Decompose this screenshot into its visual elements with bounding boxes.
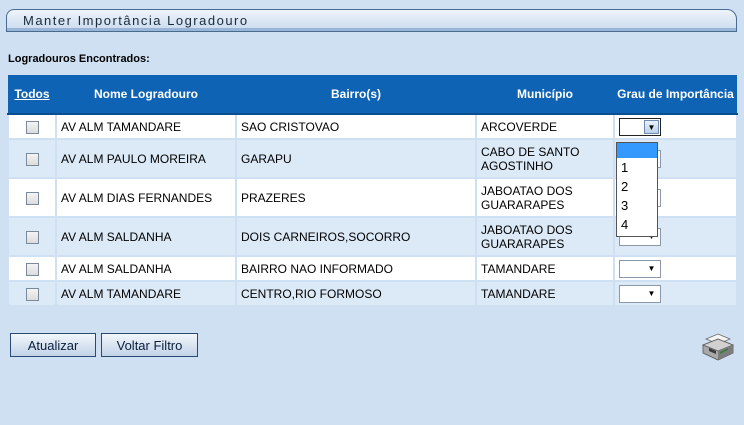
- row-checkbox[interactable]: [26, 263, 39, 276]
- row-checkbox[interactable]: [26, 231, 39, 244]
- section-label: Logradouros Encontrados:: [8, 53, 150, 65]
- row-nome: AV ALM SALDANHA: [56, 256, 236, 281]
- row-bairro: DOIS CARNEIROS,SOCORRO: [236, 217, 476, 256]
- table-row: [8, 114, 737, 139]
- row-nome: AV ALM PAULO MOREIRA: [56, 139, 236, 178]
- row-nome: AV ALM SALDANHA: [56, 217, 236, 256]
- row-checkbox[interactable]: [26, 288, 39, 301]
- row-bairro: CENTRO,RIO FORMOSO: [236, 281, 476, 306]
- row-bairro: PRAZERES: [236, 178, 476, 217]
- voltar-filtro-button[interactable]: Voltar Filtro: [101, 333, 198, 357]
- atualizar-button[interactable]: Atualizar: [10, 333, 96, 357]
- header-bairro: Bairro(s): [236, 75, 476, 114]
- dropdown-option[interactable]: [617, 143, 657, 158]
- chevron-down-icon[interactable]: ▼: [647, 288, 656, 298]
- row-bairro: GARAPU: [236, 139, 476, 178]
- dropdown-option[interactable]: 3: [621, 198, 629, 213]
- row-municipio: TAMANDARE: [476, 256, 614, 281]
- row-checkbox[interactable]: [26, 192, 39, 205]
- grau-select[interactable]: [619, 118, 661, 136]
- grau-select[interactable]: [619, 285, 661, 303]
- dropdown-option[interactable]: 1: [621, 160, 629, 175]
- header-nome: Nome Logradouro: [56, 75, 236, 114]
- table-row: [8, 281, 737, 306]
- header-grau: Grau de Importância: [614, 75, 737, 114]
- printer-icon[interactable]: [700, 333, 736, 363]
- row-bairro: SAO CRISTOVAO: [236, 114, 476, 139]
- grau-dropdown-list: [616, 142, 658, 237]
- row-municipio: TAMANDARE: [476, 281, 614, 306]
- dropdown-option[interactable]: 2: [621, 179, 629, 194]
- row-checkbox[interactable]: [26, 121, 39, 134]
- table-header-row: [8, 75, 737, 114]
- dropdown-option[interactable]: 4: [621, 217, 629, 232]
- table-row: [8, 256, 737, 281]
- window-titlebar: [6, 9, 737, 32]
- row-bairro: BAIRRO NAO INFORMADO: [236, 256, 476, 281]
- row-nome: AV ALM DIAS FERNANDES: [56, 178, 236, 217]
- header-municipio: Município: [476, 75, 614, 114]
- grau-select[interactable]: [619, 260, 661, 278]
- todos-link[interactable]: Todos: [14, 86, 50, 101]
- row-checkbox[interactable]: [26, 153, 39, 166]
- row-municipio: CABO DE SANTO AGOSTINHO: [476, 139, 614, 178]
- row-municipio: ARCOVERDE: [476, 114, 614, 139]
- chevron-down-icon[interactable]: ▼: [647, 263, 656, 273]
- row-nome: AV ALM TAMANDARE: [56, 281, 236, 306]
- chevron-down-icon[interactable]: ▼: [644, 120, 659, 134]
- row-municipio: JABOATAO DOS GUARARAPES: [476, 178, 614, 217]
- window-title: Manter Importância Logradouro: [23, 13, 249, 28]
- row-municipio: JABOATAO DOS GUARARAPES: [476, 217, 614, 256]
- row-nome: AV ALM TAMANDARE: [56, 114, 236, 139]
- header-todos[interactable]: [8, 75, 56, 114]
